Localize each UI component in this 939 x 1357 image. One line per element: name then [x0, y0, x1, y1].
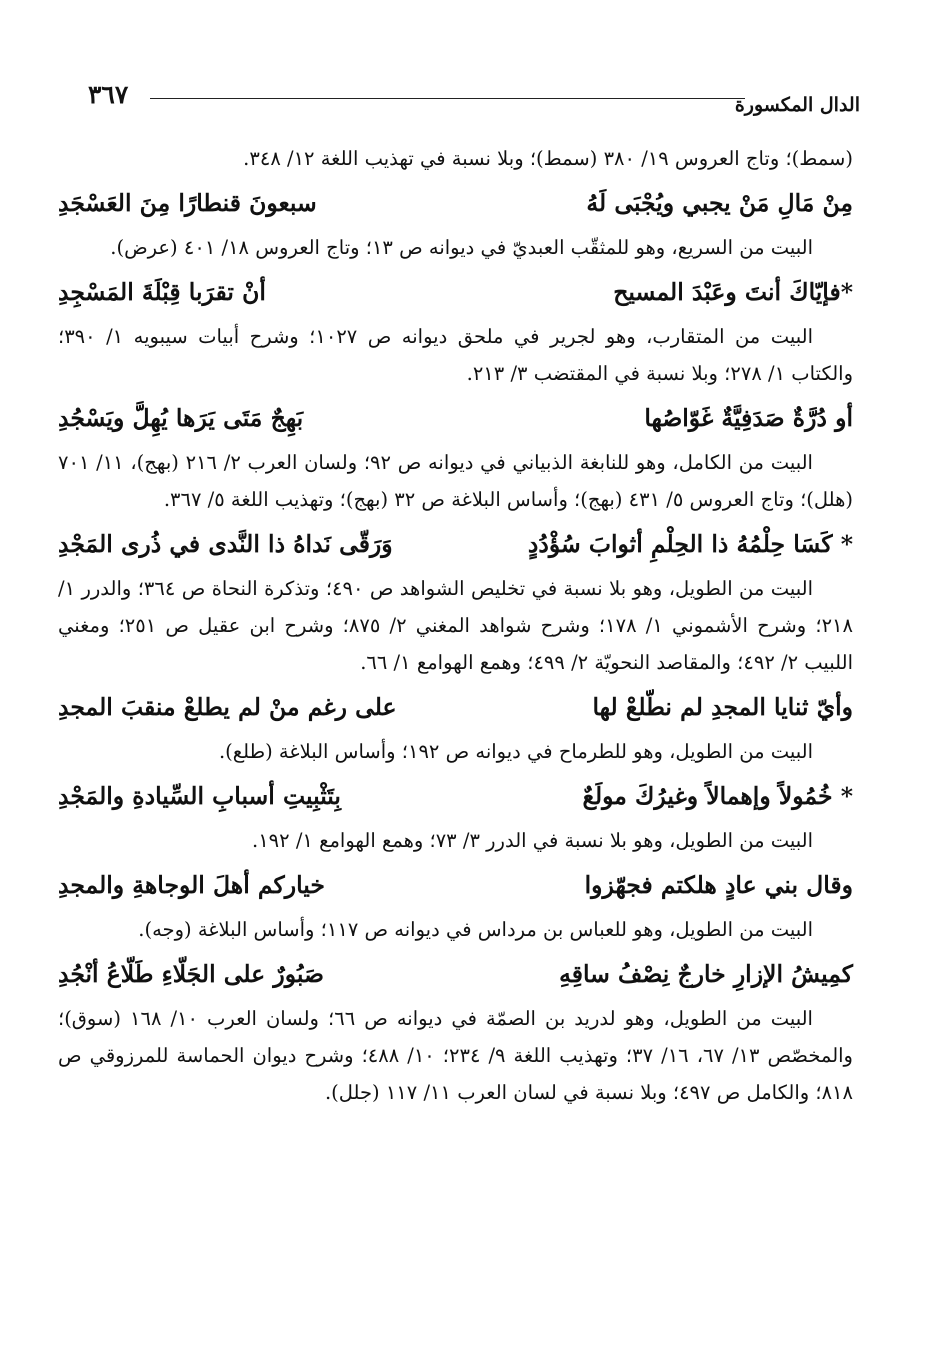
verse-second-hemistich: وَرَقّى نَداهُ ذا النَّدى في ذُرى المَجْدِ — [58, 530, 393, 558]
verse-first-hemistich: *فإيّاكَ أنتَ وعَبْدَ المسيح — [613, 278, 853, 306]
verse-first-hemistich: أو دُرَّةٌ صَدَفِيَّةٌ غَوّاصُها — [644, 404, 853, 432]
commentary-line: البيت من الطويل، وهو للطرماح في ديوانه ص ١٩٢؛ وأساس البلاغة (طلع). — [218, 740, 813, 763]
verse-commentary — [58, 318, 853, 392]
verse-commentary — [58, 140, 853, 177]
verse-commentary — [58, 1000, 853, 1111]
commentary-line: ابن عقيل ص ٢٥١؛ ومغني اللبيب ٢/ ٤٩٢؛ والمقاصد النحويّة ٢/ ٤٩٩؛ وهمع الهوامع — [58, 614, 853, 674]
commentary-line: البيت من السريع، وهو للمثقّب العبديّ في ديوانه ص ١٣؛ وتاج العروس ١٨/ ٤٠١ — [183, 236, 813, 259]
verse-first-hemistich: وقال بني عادٍ هلكتم فجهّزوا — [584, 871, 853, 899]
verse-first-hemistich: * خُمُولاً وإهمالاً وغيرُكَ مولَعٌ — [582, 782, 853, 810]
verse-commentary — [58, 822, 853, 859]
verse-commentary — [58, 444, 853, 518]
page-content — [58, 140, 853, 1111]
poem-verse — [58, 266, 853, 318]
commentary-line: ديوان الحماسة للمرزوقي ص ٨١٨؛ والكامل ص ٤٩٧؛ وبلا نسبة في لسان العرب — [58, 1044, 853, 1104]
verse-second-hemistich: أنْ تقرَبا قِبْلَةَ المَسْجِدِ — [58, 278, 266, 306]
commentary-line: (عرض). — [110, 236, 178, 259]
commentary-line: البيت من الكامل، وهو للنابغة الذبياني في ديوانه ص ٩٢؛ ولسان العرب ٢/ ٢١٦ — [185, 451, 813, 474]
commentary-line: (سمط)؛ وتاج العروس ١٩/ ٣٨٠ (سمط)؛ وبلا نسبة في تهذيب اللغة ١٢/ ٣٤٨. — [243, 147, 853, 170]
verse-commentary — [58, 229, 853, 266]
verse-second-hemistich: سبعونَ قنطارًا مِنَ العَسْجَدِ — [58, 189, 317, 217]
commentary-line: ١/ ٣٩٠؛ والكتاب ١/ ٢٧٨؛ وبلا نسبة في المقتضب ٣/ ٢١٣. — [58, 325, 853, 385]
poem-verse — [58, 518, 853, 570]
commentary-line: وتهذيب اللغة ٥/ ٣٦٧. — [163, 488, 334, 511]
verse-first-hemistich: * كَسَا حِلْمُهُ ذا الحِلْمِ أثوابَ سُؤْدُدٍ — [527, 530, 853, 558]
poem-verse — [58, 770, 853, 822]
page-number: ٣٦٧ — [88, 80, 129, 109]
page-header — [60, 78, 860, 128]
commentary-line: البيت من المتقارب، وهو لجرير في ملحق ديوانه ص ١٠٢٧؛ وشرح أبيات سيبويه — [133, 325, 813, 348]
commentary-line: ٣٦٤؛ والدرر ١/ ٢١٨؛ وشرح الأشموني ١/ ١٧٨؛ وشرح شواهد المغني ٢/ ٨٧٥؛ وشرح — [58, 577, 853, 637]
verse-second-hemistich: صَبُورٌ على الجَلّاءِ طَلّاعُ أنْجُدِ — [58, 960, 324, 988]
poem-verse — [58, 392, 853, 444]
commentary-line: البيت من الطويل، وهو للعباس بن مرداس في ديوانه ص ١١٧؛ وأساس البلاغة — [197, 918, 813, 941]
commentary-line: (سوق)؛ والمخصّص ١٣/ ٦٧، ١٦/ ٣٧؛ وتهذيب اللغة ٩/ ٢٣٤؛ ١٠/ ٤٨٨؛ وشرح — [58, 1007, 853, 1067]
verse-second-hemistich: خياركم أهلَ الوجاهةِ والمجدِ — [58, 871, 325, 899]
header-rule — [150, 98, 745, 99]
verse-first-hemistich: مِنْ مَالِ مَنْ يجبي ويُجْبَى لَهُ — [586, 189, 853, 217]
verse-second-hemistich: بَهِجٌ مَتَى يَرَها يُهِلَّ ويَسْجُدِ — [58, 404, 304, 432]
poem-verse — [58, 859, 853, 911]
commentary-line: البيت من الطويل، وهو لدريد بن الصمّة في ديوانه ص ٦٦؛ ولسان العرب ١٠/ ١٦٨ — [130, 1007, 813, 1030]
commentary-line: (وجه). — [138, 918, 192, 941]
running-title: الدال المكسورة — [734, 94, 860, 116]
poem-verse — [58, 681, 853, 733]
verse-commentary — [58, 911, 853, 948]
commentary-line: البيت من الطويل، وهو بلا نسبة في تخليص الشواهد ص ٤٩٠؛ وتذكرة النحاة ص — [181, 577, 814, 600]
verse-second-hemistich: على رغم منْ لم يطلعْ منقبَ المجدِ — [58, 693, 397, 721]
commentary-line: ١/ ٦٦. — [360, 651, 411, 674]
verse-commentary — [58, 733, 853, 770]
commentary-line: ١١/ ١١٧ (جلل). — [324, 1081, 451, 1104]
commentary-line: البيت من الطويل، وهو بلا نسبة في الدرر ٣/ ٧٣؛ وهمع الهوامع ١/ ١٩٢. — [252, 829, 813, 852]
verse-first-hemistich: كمِيشُ الإزارِ خارجٌ نِصْفُ ساقِهِ — [559, 960, 853, 988]
poem-verse — [58, 177, 853, 229]
commentary-line: (بهج)، ١١/ ٧٠١ (هلل)؛ وتاج العروس ٥/ ٤٣١ (بهج)؛ وأساس البلاغة ص ٣٢ (بهج)؛ — [58, 451, 853, 511]
verse-second-hemistich: بِتَثْبِيتِ أسبابِ السِّيادةِ والمَجْدِ — [58, 782, 341, 810]
verse-first-hemistich: وأيّ ثنايا المجدِ لم نطّلعْ لها — [592, 693, 853, 721]
verse-commentary — [58, 570, 853, 681]
poem-verse — [58, 948, 853, 1000]
